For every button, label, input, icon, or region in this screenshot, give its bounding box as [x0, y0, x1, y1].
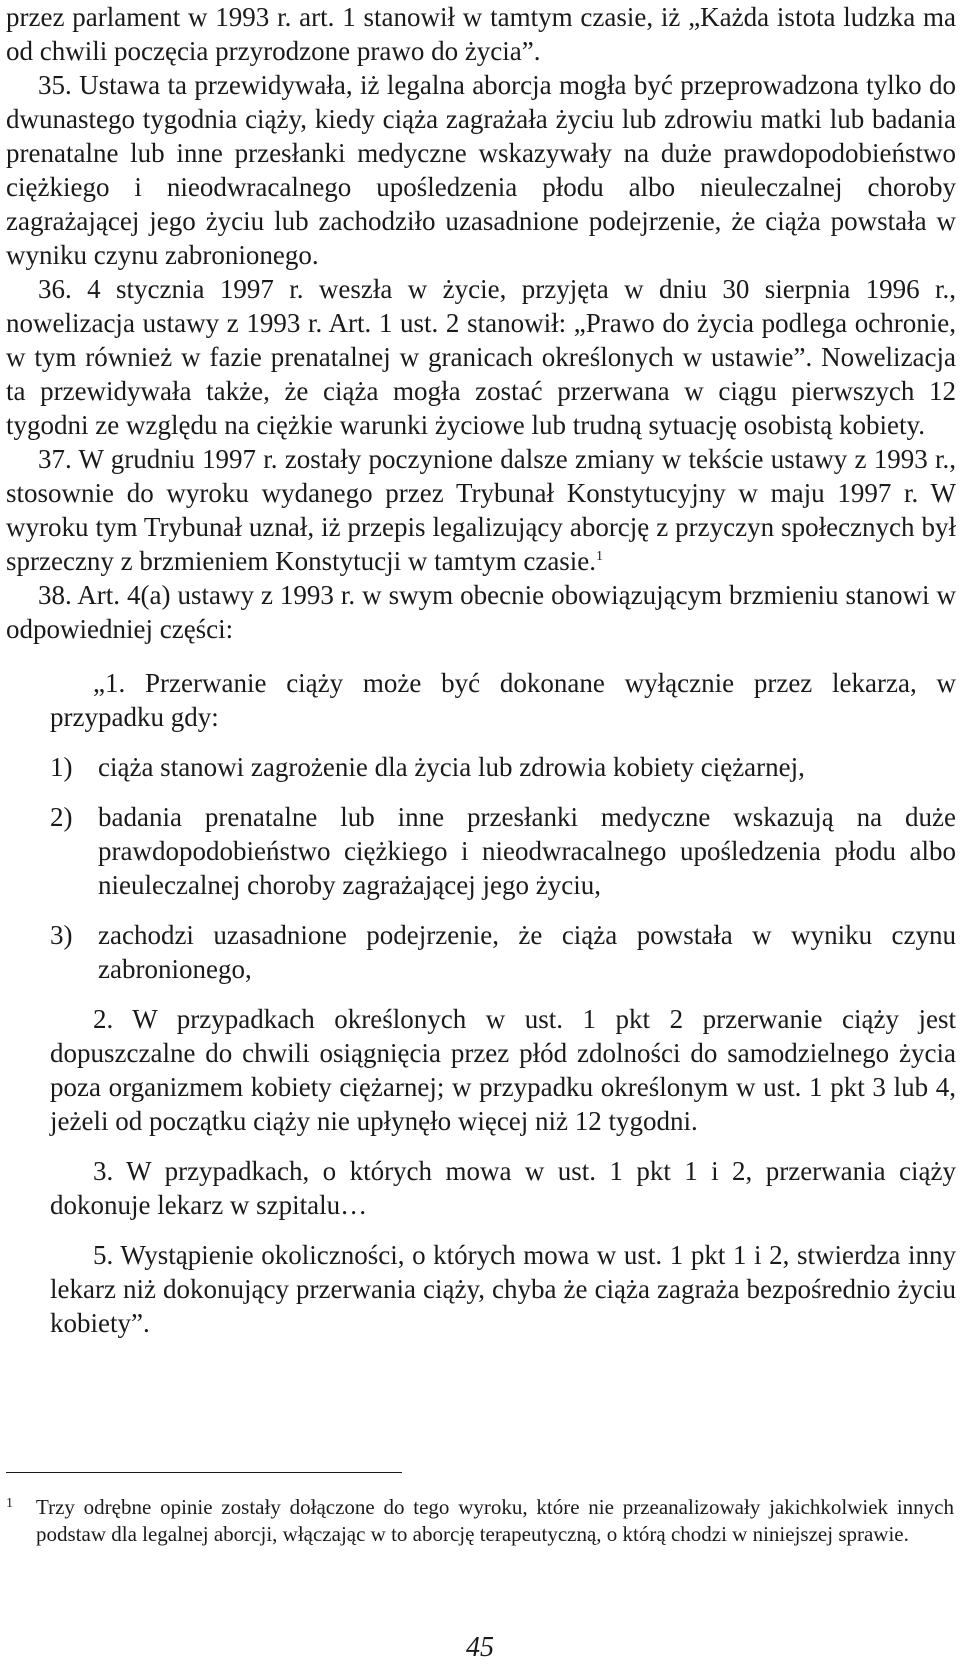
quote-item-list — [50, 750, 956, 986]
quote-section-1-intro: „1. Przerwanie ciąży może być dokonane wyłącznie przez lekarza, w przypadku gdy: — [50, 668, 956, 732]
quoted-statute — [50, 666, 956, 1340]
list-item-number: 3) — [50, 920, 73, 950]
paragraph-36: 36. 4 stycznia 1997 r. weszła w życie, przyjęta w dniu 30 sierpnia 1996 r., nowelizacja ustawy z 1993 r. Art. 1 ust. 2 stanowił: „Prawo do życia podlega ochronie, w tym również w fazie prenatalnej w granicach określonych w ustawie”. Nowelizacja ta przewidywała także, że ciąża mogła zostać przerwana w ciągu pierwszych 12 tygodni ze względu na ciężkie warunki życiowe lub trudną sytuację osobistą kobiety. — [6, 274, 956, 440]
body-text — [6, 0, 956, 1340]
footnote-reference[interactable]: 1 — [596, 549, 604, 564]
footnote-mark: 1 — [6, 1496, 13, 1511]
quote-list-item — [50, 918, 956, 986]
page-number: 45 — [466, 1632, 494, 1663]
quote-section-3: 3. W przypadkach, o których mowa w ust. 1 pkt 1 i 2, przerwania ciąży dokonuje lekarz w szpitalu… — [50, 1156, 956, 1220]
quote-section-5: 5. Wystąpienie okoliczności, o których mowa w ust. 1 pkt 1 i 2, stwierdza inny lekarz niż dokonujący przerwania ciąży, chyba że ciąża zagraża bezpośrednio życiu kobiety”. — [50, 1240, 956, 1338]
paragraph-37 — [6, 442, 956, 578]
list-item-text: badania prenatalne lub inne przesłanki medyczne wskazują na duże prawdopodobieństwo ciężkiego i nieodwracalnego upośledzenia płodu albo nieuleczalnej choroby zagrażającej jego życiu, — [98, 802, 956, 900]
footnote — [6, 1494, 954, 1548]
quote-section-2: 2. W przypadkach określonych w ust. 1 pkt 2 przerwanie ciąży jest dopuszczalne do chwili osiągnięcia przez płód zdolności do samodzielnego życia poza organizmem kobiety ciężarnej; w przypadku określonym w ust. 1 pkt 3 lub 4, jeżeli od początku ciąży nie upłynęło więcej niż 12 tygodni. — [50, 1004, 956, 1136]
quote-list-item — [50, 800, 956, 902]
paragraph-continuation: przez parlament w 1993 r. art. 1 stanowił w tamtym czasie, iż „Każda istota ludzka ma od chwili poczęcia przyrodzone prawo do życia”. — [6, 2, 956, 66]
footnote-text: Trzy odrębne opinie zostały dołączone do tego wyroku, które nie przeanalizowały jakichkolwiek innych podstaw dla legalnej aborcji, włączając w to aborcję terapeutyczną, o którą chodzi w niniejszej sprawie. — [36, 1495, 954, 1546]
paragraph-35: 35. Ustawa ta przewidywała, iż legalna aborcja mogła być przeprowadzona tylko do dwunastego tygodnia ciąży, kiedy ciąża zagrażała życiu lub zdrowiu matki lub badania prenatalne lub inne przesłanki medyczne wskazywały na duże prawdopodobieństwo ciężkiego i nieodwracalnego upośledzenia płodu albo nieuleczalnej choroby zagrażającej jego życiu lub zachodziło uzasadnione podejrzenie, że ciąża powstała w wyniku czynu zabronionego. — [6, 70, 956, 270]
list-item-text: ciąża stanowi zagrożenie dla życia lub zdrowia kobiety ciężarnej, — [98, 752, 805, 782]
list-item-number: 1) — [50, 752, 73, 782]
paragraph-37-text: 37. W grudniu 1997 r. zostały poczynione dalsze zmiany w tekście ustawy z 1993 r., stosownie do wyroku wydanego przez Trybunał Konstytucyjny w maju 1997 r. W wyroku tym Trybunał uznał, iż przepis legalizujący aborcję z przyczyn społecznych był sprzeczny z brzmieniem Konstytucji w tamtym czasie. — [6, 444, 956, 576]
paragraph-38: 38. Art. 4(a) ustawy z 1993 r. w swym obecnie obowiązującym brzmieniu stanowi w odpowiedniej części: — [6, 580, 956, 644]
list-item-text: zachodzi uzasadnione podejrzenie, że ciąża powstała w wyniku czynu zabronionego, — [98, 920, 956, 984]
list-item-number: 2) — [50, 802, 73, 832]
footnote-separator — [6, 1472, 402, 1473]
quote-list-item — [50, 750, 956, 784]
